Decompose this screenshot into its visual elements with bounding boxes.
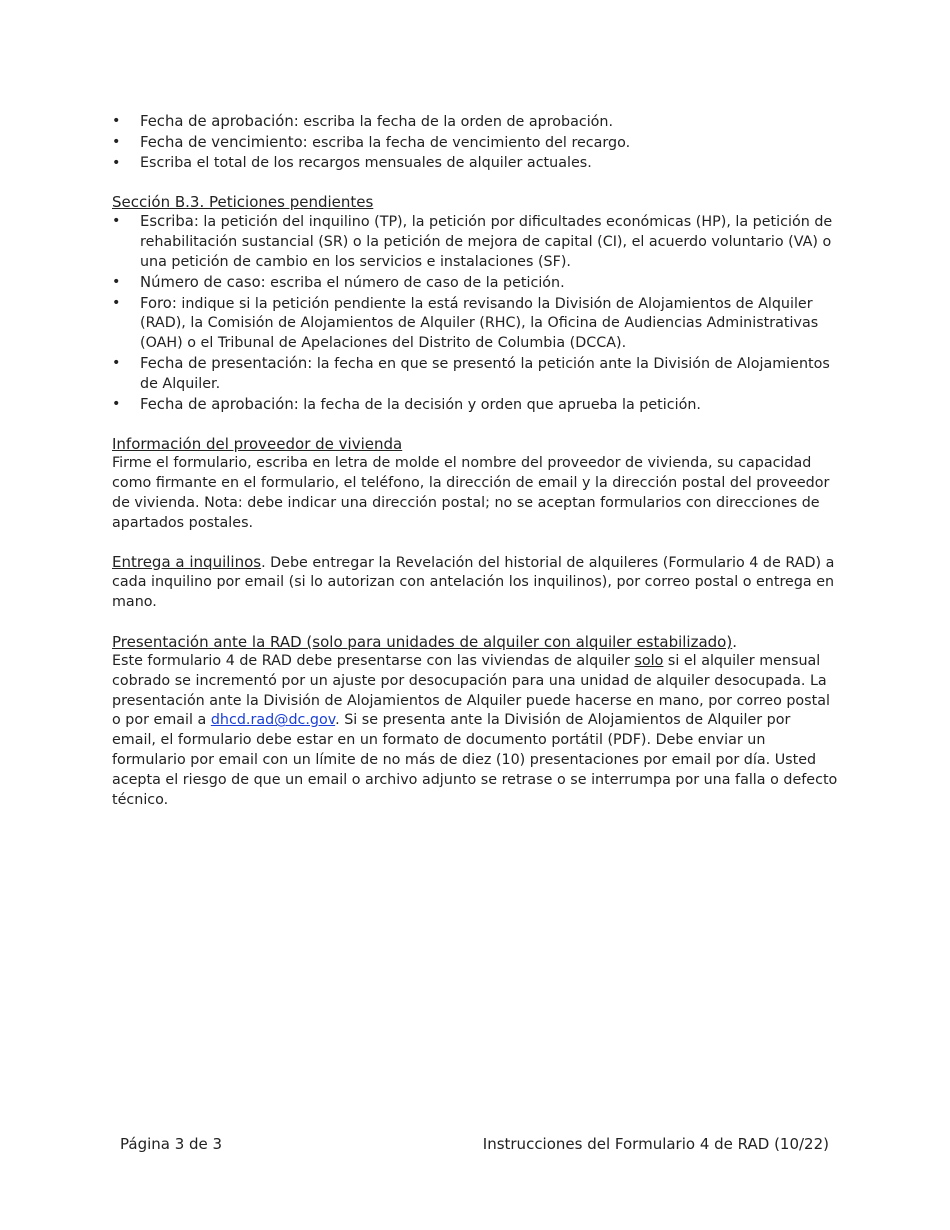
spacer [112,173,838,192]
bullet-mark: • [112,354,121,371]
bullet-mark: • [112,294,121,311]
list-item-text: Escriba el total de los recargos mensuales de alquiler actuales. [140,154,592,171]
list-item-text: indique si la petición pendiente la está revisando la División de Alojamientos de Alquiler (RAD), la Comisión de Alojamientos de Alquiler (RHC), la Oficina de Audiencias Administrativas (OAH) o el Tribunal de Apelaciones del Distrito de Columbia (DCCA). [140,295,819,352]
section-b3-heading: Sección B.3. Peticiones pendientes [112,193,374,212]
list-item-term: Fecha de vencimiento: [140,133,308,151]
list-item [112,112,838,133]
list-item-term: Fecha de presentación: [140,354,313,372]
rad-filing-text-3: . Si se presenta ante la División de Alojamientos de Alquiler por email, el formulario debe estar en un formato de documento portátil (PDF). Debe enviar un formulario por email con un límite de no más de diez (10) presentaciones por email por día. Usted acepta el riesgo de que un email o archivo adjunto se retrase o se interrumpa por una falla o defecto técnico. [112,712,838,808]
rad-filing-text-1: Este formulario 4 de RAD debe presentarse con las viviendas de alquiler [112,652,635,669]
list-item-text: escriba la fecha de la orden de aprobación. [298,114,614,130]
footer-page-number: Página 3 de 3 [120,1135,223,1153]
list-item [112,133,838,154]
rad-filing-body [112,652,838,810]
provider-info-body: Firme el formulario, escriba en letra de molde el nombre del proveedor de vivienda, su capacidad como firmante en el formulario, el teléfono, la dirección de email y la dirección postal del proveedor de vivienda. Nota: debe indicar una dirección postal; no se aceptan formularios con direcciones de apartados postales. [112,455,830,531]
list-item-term: Escriba: [140,213,199,231]
list-item-text: la petición del inquilino (TP), la petición por dificultades económicas (HP), la petición de rehabilitación sustancial (SR) o la petición de mejora de capital (CI), el acuerdo voluntario (VA) o una petición de cambio en los servicios e instalaciones (SF). [140,214,833,270]
list-item-term: Fecha de aprobación: [140,395,299,413]
list-item [112,273,838,294]
provider-info-heading: Información del proveedor de vivienda [112,435,403,454]
list-item-term: Número de caso: [140,273,266,291]
bullet-mark: • [112,273,121,290]
list-item-text: escriba el número de caso de la petición. [265,274,565,291]
spacer [112,613,838,632]
list-item [112,294,838,354]
bullet-mark: • [112,154,121,171]
rad-filing-heading: Presentación ante la RAD (solo para unidades de alquiler con alquiler estabilizado) [112,632,733,651]
list-item [112,395,838,416]
rad-email-link[interactable]: dhcd.rad@dc.gov [210,712,336,729]
spacer [112,415,838,434]
document-page [112,112,838,810]
spacer [112,534,838,553]
bullet-mark: • [112,213,121,230]
list-item-text: escriba la fecha de vencimiento del recargo. [307,134,631,151]
tenant-delivery-heading: Entrega a inquilinos [112,552,262,571]
tenant-delivery-body: . Debe entregar la Revelación del historial de alquileres (Formulario 4 de RAD) a cada inquilino por email (si lo autorizan con antelación los inquilinos), por correo postal o entrega en mano. [112,554,835,611]
rad-filing-heading-period: . [732,632,737,651]
footer-form-title: Instrucciones del Formulario 4 de RAD (10/22) [482,1135,829,1153]
list-item [112,212,838,272]
rad-filing-heading-line [112,632,838,652]
tenant-delivery-paragraph [112,553,838,613]
list-item [112,154,838,174]
list-item-term: Foro: [140,294,177,312]
bullet-mark: • [112,113,121,129]
section-b3-list [112,212,838,415]
list-item [112,354,838,395]
list-item-text: la fecha en que se presentó la petición ante la División de Alojamientos de Alquiler. [140,355,830,392]
bullet-mark: • [112,133,121,150]
list-item-term: Fecha de aprobación: [140,113,299,130]
rad-filing-text-2: si el alquiler mensual cobrado se incrementó por un ajuste por desocupación para una unidad de alquiler desocupada. La presentación ante la División de Alojamientos de Alquiler puede hacerse en mano, por correo postal o por email a [112,652,830,729]
bullet-mark: • [112,395,121,412]
rad-filing-solo: solo [634,652,664,669]
list-item-text: la fecha de la decisión y orden que aprueba la petición. [298,396,701,413]
top-bullet-list [112,112,838,173]
